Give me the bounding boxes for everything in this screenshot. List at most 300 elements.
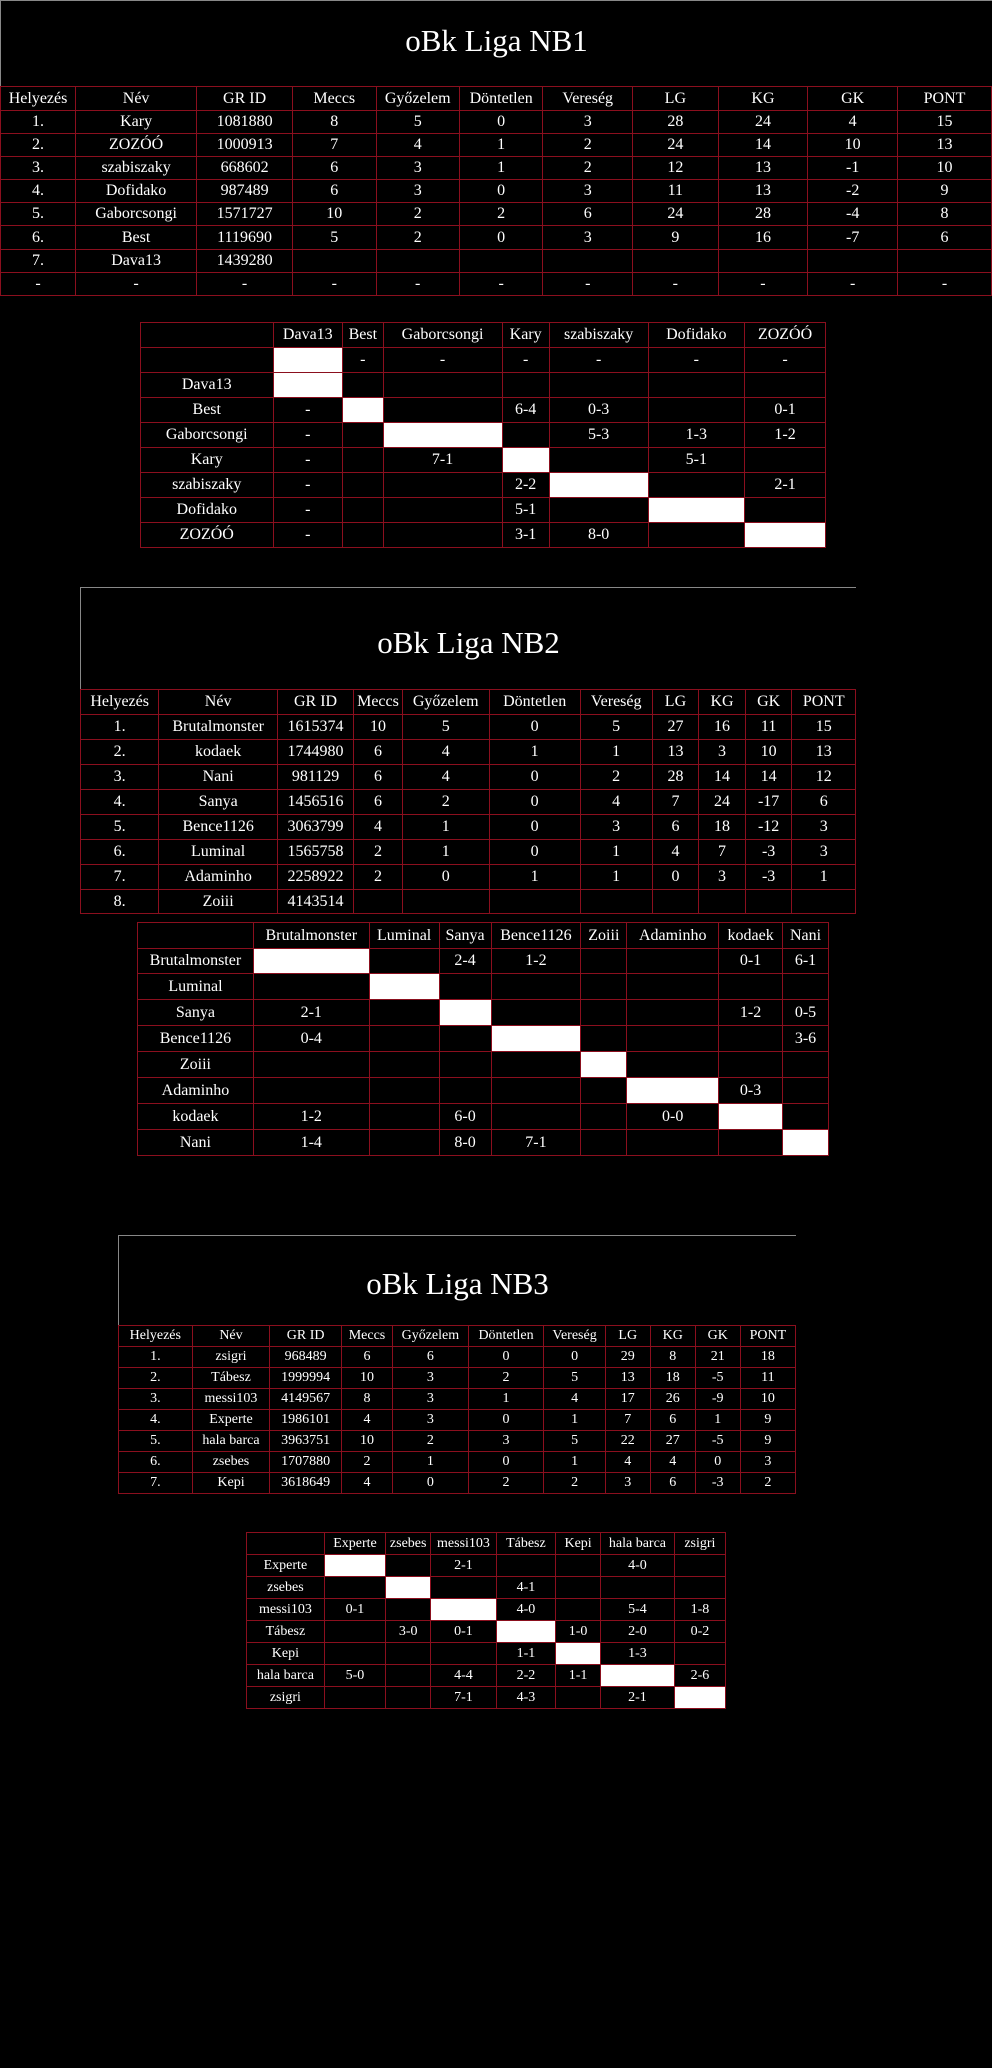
standings-cell: 3 <box>740 1452 795 1473</box>
standings-cell: 5. <box>81 815 159 840</box>
matrix-header-cell <box>138 923 254 949</box>
matrix-row <box>138 1104 829 1130</box>
standings-cell <box>792 890 856 914</box>
standings-cell: 18 <box>699 815 746 840</box>
matrix-cell: 5-1 <box>648 448 745 473</box>
matrix-cell <box>549 448 648 473</box>
standings-cell: 10 <box>354 715 403 740</box>
standings-header-cell: KG <box>650 1326 695 1347</box>
standings-cell: ZOZÓÓ <box>76 134 197 157</box>
standings-header-cell: Vereség <box>580 690 652 715</box>
matrix-header-cell <box>247 1533 325 1555</box>
matrix-cell <box>719 1130 783 1156</box>
matrix-cell <box>648 473 745 498</box>
matrix-row-label: Brutalmonster <box>138 949 254 974</box>
matrix-row <box>247 1687 726 1709</box>
nb1-results-matrix <box>140 322 826 548</box>
matrix-cell <box>491 1026 581 1052</box>
standings-header-cell: Helyezés <box>119 1326 193 1347</box>
standings-cell: 13 <box>605 1368 650 1389</box>
standings-cell: 12 <box>633 157 719 180</box>
standings-cell: 2 <box>376 226 459 250</box>
matrix-cell: 0-1 <box>324 1599 385 1621</box>
standings-cell: messi103 <box>192 1389 270 1410</box>
standings-cell: 22 <box>605 1431 650 1452</box>
nb2-standings-table <box>80 689 856 914</box>
standings-cell: 4143514 <box>277 890 353 914</box>
matrix-row-label: szabiszaky <box>141 473 274 498</box>
nb1-title-box <box>0 0 992 86</box>
standings-cell: 1707880 <box>270 1452 342 1473</box>
standings-header-cell: Meccs <box>341 1326 392 1347</box>
standings-row <box>119 1410 796 1431</box>
standings-row <box>1 226 992 250</box>
matrix-cell <box>783 1078 829 1104</box>
matrix-cell <box>719 974 783 1000</box>
standings-header-cell: Győzelem <box>393 1326 469 1347</box>
standings-header-row <box>81 690 856 715</box>
matrix-cell <box>386 1687 431 1709</box>
matrix-header-row <box>247 1533 726 1555</box>
matrix-row-label: Nani <box>138 1130 254 1156</box>
matrix-cell <box>383 398 502 423</box>
standings-header-cell: Helyezés <box>81 690 159 715</box>
matrix-cell <box>496 1621 555 1643</box>
standings-header-cell: GR ID <box>277 690 353 715</box>
matrix-cell: 6-0 <box>439 1104 491 1130</box>
standings-cell: 5 <box>580 715 652 740</box>
matrix-cell: - <box>343 348 383 373</box>
matrix-cell <box>627 1078 719 1104</box>
standings-cell <box>652 890 699 914</box>
matrix-cell <box>369 1078 439 1104</box>
matrix-row <box>247 1599 726 1621</box>
standings-cell: 3618649 <box>270 1473 342 1494</box>
standings-cell: 10 <box>341 1368 392 1389</box>
matrix-row <box>138 1000 829 1026</box>
matrix-cell: 1-3 <box>601 1643 675 1665</box>
standings-cell: 13 <box>792 740 856 765</box>
matrix-cell <box>439 1052 491 1078</box>
standings-header-row <box>119 1326 796 1347</box>
standings-cell: 11 <box>745 715 792 740</box>
standings-cell: 27 <box>652 715 699 740</box>
standings-row <box>119 1389 796 1410</box>
matrix-cell <box>491 1000 581 1026</box>
standings-header-cell: Győzelem <box>402 690 489 715</box>
matrix-cell <box>439 1078 491 1104</box>
matrix-cell <box>386 1599 431 1621</box>
standings-cell: 4 <box>652 840 699 865</box>
standings-cell: -3 <box>745 840 792 865</box>
standings-cell: 1. <box>1 111 76 134</box>
standings-header-cell: Vereség <box>543 87 633 111</box>
standings-cell: 2258922 <box>277 865 353 890</box>
matrix-header-row <box>138 923 829 949</box>
standings-cell: - <box>543 273 633 296</box>
matrix-cell <box>273 348 343 373</box>
standings-cell: 5 <box>376 111 459 134</box>
standings-cell: -2 <box>808 180 898 203</box>
matrix-header-cell: zsebes <box>386 1533 431 1555</box>
standings-cell: Sanya <box>159 790 278 815</box>
standings-cell: 0 <box>468 1410 544 1431</box>
matrix-cell <box>549 473 648 498</box>
standings-cell: 7 <box>652 790 699 815</box>
matrix-row <box>247 1577 726 1599</box>
standings-row <box>119 1368 796 1389</box>
standings-cell: 3 <box>393 1368 469 1389</box>
matrix-cell: 0-3 <box>719 1078 783 1104</box>
standings-cell: 2 <box>468 1368 544 1389</box>
standings-cell: 3 <box>393 1410 469 1431</box>
standings-cell: 14 <box>745 765 792 790</box>
standings-header-cell: PONT <box>898 87 992 111</box>
matrix-cell: 2-2 <box>496 1665 555 1687</box>
matrix-cell <box>783 1052 829 1078</box>
standings-cell: 1 <box>792 865 856 890</box>
standings-header-cell: Döntetlen <box>459 87 542 111</box>
matrix-cell: - <box>273 473 343 498</box>
standings-cell: 0 <box>695 1452 740 1473</box>
matrix-cell: 1-4 <box>253 1130 369 1156</box>
standings-cell: 2. <box>81 740 159 765</box>
nb3-title-box <box>118 1235 796 1325</box>
standings-cell: - <box>376 273 459 296</box>
standings-cell: 4 <box>544 1389 605 1410</box>
standings-cell: 3 <box>543 111 633 134</box>
standings-cell: 6 <box>898 226 992 250</box>
standings-header-cell: Helyezés <box>1 87 76 111</box>
matrix-cell <box>502 373 549 398</box>
matrix-cell <box>648 398 745 423</box>
standings-header-cell: Meccs <box>293 87 376 111</box>
matrix-cell <box>719 1052 783 1078</box>
standings-cell: 6. <box>1 226 76 250</box>
standings-cell: 3. <box>119 1389 193 1410</box>
standings-row <box>1 111 992 134</box>
standings-cell: 10 <box>740 1389 795 1410</box>
matrix-cell: 0-4 <box>253 1026 369 1052</box>
standings-cell: 0 <box>489 790 580 815</box>
standings-cell: 4. <box>119 1410 193 1431</box>
standings-header-cell: PONT <box>792 690 856 715</box>
matrix-cell: 3-1 <box>502 523 549 548</box>
standings-cell: 2. <box>119 1368 193 1389</box>
standings-cell <box>459 250 542 273</box>
matrix-header-cell: Brutalmonster <box>253 923 369 949</box>
matrix-cell <box>324 1555 385 1577</box>
matrix-cell <box>648 523 745 548</box>
matrix-cell <box>556 1643 601 1665</box>
matrix-row <box>141 448 826 473</box>
matrix-header-cell: ZOZÓÓ <box>745 323 826 348</box>
standings-cell: - <box>293 273 376 296</box>
matrix-cell <box>273 373 343 398</box>
matrix-cell <box>343 523 383 548</box>
matrix-cell <box>627 1026 719 1052</box>
standings-cell: 1. <box>81 715 159 740</box>
matrix-row <box>141 398 826 423</box>
standings-row <box>81 840 856 865</box>
standings-cell: Best <box>76 226 197 250</box>
standings-cell: 1 <box>402 840 489 865</box>
standings-cell: Zoiii <box>159 890 278 914</box>
matrix-cell: 5-0 <box>324 1665 385 1687</box>
standings-header-cell: Győzelem <box>376 87 459 111</box>
matrix-header-cell <box>141 323 274 348</box>
standings-cell: 1565758 <box>277 840 353 865</box>
standings-cell: 1 <box>393 1452 469 1473</box>
standings-row <box>1 157 992 180</box>
standings-row <box>1 203 992 226</box>
matrix-cell: 5-4 <box>601 1599 675 1621</box>
matrix-cell: 0-5 <box>783 1000 829 1026</box>
matrix-header-cell: Dofidako <box>648 323 745 348</box>
matrix-cell <box>581 1052 627 1078</box>
matrix-cell <box>502 448 549 473</box>
standings-cell: 5. <box>1 203 76 226</box>
standings-cell: 10 <box>341 1431 392 1452</box>
matrix-cell <box>253 1078 369 1104</box>
matrix-cell <box>627 974 719 1000</box>
matrix-cell <box>627 949 719 974</box>
matrix-cell <box>369 1130 439 1156</box>
standings-cell: 2 <box>543 134 633 157</box>
matrix-row-label: zsebes <box>247 1577 325 1599</box>
standings-cell: -5 <box>695 1368 740 1389</box>
standings-row <box>1 250 992 273</box>
standings-cell: 15 <box>792 715 856 740</box>
standings-cell: 24 <box>633 203 719 226</box>
standings-cell: 1571727 <box>197 203 293 226</box>
matrix-row <box>247 1621 726 1643</box>
matrix-cell <box>343 448 383 473</box>
standings-cell: 24 <box>718 111 808 134</box>
standings-cell: 2 <box>402 790 489 815</box>
standings-cell: 1 <box>459 134 542 157</box>
matrix-cell: 0-1 <box>719 949 783 974</box>
matrix-header-cell: Gaborcsongi <box>383 323 502 348</box>
standings-cell: 3 <box>376 157 459 180</box>
matrix-cell <box>581 1026 627 1052</box>
matrix-cell: 2-2 <box>502 473 549 498</box>
standings-cell: 1 <box>580 840 652 865</box>
standings-cell: Nani <box>159 765 278 790</box>
matrix-header-cell: Kary <box>502 323 549 348</box>
standings-cell: 7 <box>699 840 746 865</box>
standings-cell: 4 <box>808 111 898 134</box>
matrix-cell <box>556 1687 601 1709</box>
standings-cell: 668602 <box>197 157 293 180</box>
standings-cell: 10 <box>293 203 376 226</box>
matrix-cell: 6-4 <box>502 398 549 423</box>
matrix-row-label: Kepi <box>247 1643 325 1665</box>
matrix-cell: - <box>273 398 343 423</box>
standings-cell: 2 <box>341 1452 392 1473</box>
matrix-cell <box>674 1577 725 1599</box>
matrix-cell <box>627 1130 719 1156</box>
matrix-cell <box>253 1052 369 1078</box>
standings-cell <box>745 890 792 914</box>
standings-cell: 3 <box>580 815 652 840</box>
standings-cell: 0 <box>459 111 542 134</box>
standings-cell: 2 <box>580 765 652 790</box>
standings-header-cell: GK <box>808 87 898 111</box>
matrix-cell: 1-2 <box>253 1104 369 1130</box>
matrix-row <box>138 949 829 974</box>
matrix-cell <box>383 423 502 448</box>
matrix-cell <box>383 523 502 548</box>
standings-cell: 6 <box>792 790 856 815</box>
standings-cell: 1 <box>468 1389 544 1410</box>
matrix-cell: - <box>273 448 343 473</box>
matrix-row-label: zsigri <box>247 1687 325 1709</box>
matrix-row <box>247 1665 726 1687</box>
standings-cell: 4 <box>341 1473 392 1494</box>
matrix-cell: 5-3 <box>549 423 648 448</box>
matrix-cell <box>386 1665 431 1687</box>
standings-cell: 0 <box>468 1452 544 1473</box>
matrix-cell <box>719 1026 783 1052</box>
standings-row <box>1 180 992 203</box>
matrix-cell <box>581 949 627 974</box>
standings-cell <box>489 890 580 914</box>
standings-cell: 0 <box>402 865 489 890</box>
standings-cell: 6 <box>293 180 376 203</box>
standings-row <box>81 815 856 840</box>
standings-cell: 6 <box>652 815 699 840</box>
standings-cell: 9 <box>898 180 992 203</box>
matrix-cell: 4-1 <box>496 1577 555 1599</box>
matrix-header-cell: Tábesz <box>496 1533 555 1555</box>
standings-cell: 2 <box>543 157 633 180</box>
standings-cell <box>543 250 633 273</box>
nb2-title: oBk Liga NB2 <box>377 625 560 660</box>
standings-cell: 0 <box>468 1347 544 1368</box>
standings-cell: 1 <box>459 157 542 180</box>
standings-cell: 3 <box>699 740 746 765</box>
standings-cell: - <box>808 273 898 296</box>
standings-header-cell: Döntetlen <box>468 1326 544 1347</box>
matrix-cell <box>386 1577 431 1599</box>
matrix-header-row <box>141 323 826 348</box>
standings-cell: 5 <box>293 226 376 250</box>
matrix-header-cell: Zoiii <box>581 923 627 949</box>
standings-cell: 987489 <box>197 180 293 203</box>
standings-header-cell: Vereség <box>544 1326 605 1347</box>
matrix-cell: - <box>648 348 745 373</box>
standings-cell: -5 <box>695 1431 740 1452</box>
standings-cell: zsebes <box>192 1452 270 1473</box>
standings-cell: 6 <box>650 1410 695 1431</box>
standings-cell: 6. <box>119 1452 193 1473</box>
matrix-cell <box>719 1104 783 1130</box>
standings-cell <box>898 250 992 273</box>
standings-cell: 27 <box>650 1431 695 1452</box>
matrix-header-cell: Experte <box>324 1533 385 1555</box>
standings-cell: 1 <box>489 865 580 890</box>
standings-cell: 0 <box>489 840 580 865</box>
standings-cell: 1. <box>119 1347 193 1368</box>
standings-cell: 2 <box>376 203 459 226</box>
standings-cell: 981129 <box>277 765 353 790</box>
matrix-cell <box>491 1052 581 1078</box>
matrix-cell: 1-2 <box>719 1000 783 1026</box>
matrix-cell: 0-2 <box>674 1621 725 1643</box>
matrix-cell: 4-4 <box>431 1665 497 1687</box>
matrix-cell: 1-2 <box>745 423 826 448</box>
matrix-cell: 2-1 <box>253 1000 369 1026</box>
matrix-cell <box>253 974 369 1000</box>
matrix-cell <box>491 1104 581 1130</box>
standings-cell: - <box>633 273 719 296</box>
matrix-row-label: Dava13 <box>141 373 274 398</box>
standings-cell: 0 <box>489 715 580 740</box>
standings-cell: 4 <box>354 815 403 840</box>
matrix-cell <box>674 1687 725 1709</box>
standings-cell: 13 <box>718 157 808 180</box>
matrix-cell: 4-0 <box>496 1599 555 1621</box>
standings-cell: 4 <box>341 1410 392 1431</box>
matrix-cell <box>369 1052 439 1078</box>
standings-cell: 28 <box>652 765 699 790</box>
matrix-row <box>247 1643 726 1665</box>
matrix-cell <box>549 498 648 523</box>
standings-cell: 7. <box>1 250 76 273</box>
standings-cell: - <box>1 273 76 296</box>
standings-row <box>1 273 992 296</box>
standings-cell: 14 <box>718 134 808 157</box>
matrix-cell <box>581 1104 627 1130</box>
matrix-cell <box>549 373 648 398</box>
matrix-row <box>138 1078 829 1104</box>
matrix-header-cell: Sanya <box>439 923 491 949</box>
standings-cell: 10 <box>898 157 992 180</box>
matrix-cell <box>383 498 502 523</box>
standings-cell: 24 <box>633 134 719 157</box>
standings-cell <box>808 250 898 273</box>
standings-cell <box>718 250 808 273</box>
standings-row <box>119 1473 796 1494</box>
standings-cell: 6 <box>543 203 633 226</box>
matrix-row-label: Kary <box>141 448 274 473</box>
standings-header-cell: Név <box>192 1326 270 1347</box>
standings-cell: 3963751 <box>270 1431 342 1452</box>
matrix-cell <box>439 974 491 1000</box>
standings-header-cell: KG <box>718 87 808 111</box>
matrix-cell <box>627 1000 719 1026</box>
matrix-row-label: Tábesz <box>247 1621 325 1643</box>
standings-cell: 1081880 <box>197 111 293 134</box>
matrix-cell <box>369 974 439 1000</box>
standings-cell: 0 <box>459 180 542 203</box>
matrix-cell <box>369 1026 439 1052</box>
matrix-cell <box>601 1665 675 1687</box>
standings-cell: 1999994 <box>270 1368 342 1389</box>
matrix-header-cell: Best <box>343 323 383 348</box>
standings-cell: Brutalmonster <box>159 715 278 740</box>
standings-cell: 1 <box>580 740 652 765</box>
standings-cell: 11 <box>633 180 719 203</box>
matrix-cell: 7-1 <box>491 1130 581 1156</box>
matrix-cell <box>783 1104 829 1130</box>
standings-cell: 24 <box>699 790 746 815</box>
matrix-cell: 4-0 <box>601 1555 675 1577</box>
standings-cell: Bence1126 <box>159 815 278 840</box>
matrix-cell <box>386 1643 431 1665</box>
standings-cell <box>376 250 459 273</box>
